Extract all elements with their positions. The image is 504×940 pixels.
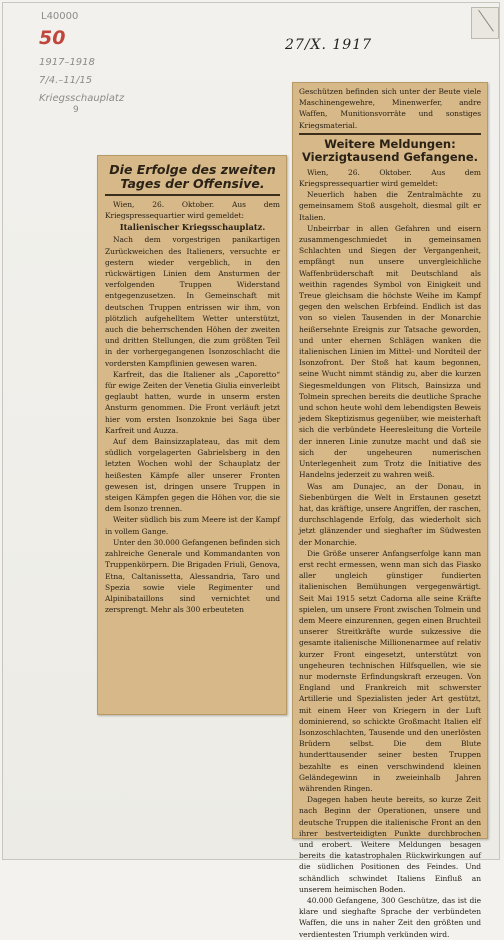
left-clipping bbox=[97, 155, 287, 715]
sub-number: 9 bbox=[73, 105, 79, 115]
left-headline: Die Erfolge des zweiten Tages der Offensive. bbox=[109, 162, 276, 191]
section-rule bbox=[299, 133, 481, 135]
year-range: 1917–1918 bbox=[39, 57, 95, 68]
left-paragraph: Weiter südlich bis zum Meere ist der Kampf in vollem Gange. bbox=[105, 515, 280, 536]
headline-rule bbox=[105, 194, 280, 196]
date-stamp: 27/X. 1917 bbox=[285, 37, 373, 53]
right-paragraph: Was am Dunajec, an der Donau, in Siebenbürgen die Welt in Erstaunen gesetzt hat, das kräftige, unsere Angriffen, der raschen, durchschlagende Erfolg, das wiederholt sich jetzt glänzender und sieghafter im Südwesten der Monarchie. bbox=[299, 481, 481, 547]
right-dateline: Wien, 26. Oktober. Aus dem Kriegspressequartier wird gemeldet: bbox=[299, 167, 481, 189]
archive-sheet bbox=[2, 2, 500, 939]
corner-mark bbox=[471, 7, 499, 39]
right-headline: Weitere Meldungen: Vierzigtausend Gefangene. bbox=[301, 136, 479, 164]
right-paragraph: Dagegen haben heute bereits, so kurze Zeit nach Beginn der Operationen, unsere und deutsche Truppen die italienische Front an den ihrer bestverteidigten Punkte durchbrochen und erobert. Weitere Meldungen besagen bereits die katastrophalen Rückwirkungen auf die südlichen Positionen des Feindes. Und schändlich schwindet Italiens Einfluß an unserem heimischen Boden. bbox=[299, 795, 481, 894]
subject-note: Kriegsschauplatz bbox=[39, 93, 125, 104]
right-paragraph: 40.000 Gefangene, 300 Geschütze, das ist die klare und sieghafte Sprache der verbündeten Waffen, die uns in naher Zeit den größten und verdientesten Triumph verkünden wird. bbox=[299, 896, 481, 939]
right-paragraph: Die Größe unserer Anfangserfolge kann man erst recht ermessen, wenn man sich das Fiasko aller ungleich günstiger fundierten italienischen Bemühungen vergegenwärtigt. Seit Mai 1915 setzt Cadorna alle seine Kräfte spielen, um unsere Front zwischen Tolmein und dem Meere einzurennen, gegen einen Bruchteil unserer Streitkräfte wurde sukzessive die gesamte italienische Millionenarmee auf relativ kurzer Front eingesetzt, unterstützt von ungeheuren technischen Hilfsquellen, wie sie nur modernste Erfindungskraft erzeugen. Von England und Frankreich mit schwerster Artillerie und Spezialisten jeder Art gestützt, mit einem Heer von Kriegern in der Luft dominierend, so schickte Großmacht Italien elf Isonzoschlachten, Tausende und den unerlösten Brüdern selbst. Die dem Blute hunderttausender seiner besten Truppen bezahlte es einen verschwindend kleinen Geländegewinn in zweieinhalb Jahren währenden Ringen. bbox=[299, 548, 481, 793]
left-paragraph: Auf dem Bainsizzaplateau, das mit dem südlich vorgelagerten Gabrielsberg in den letzten Wochen wohl der Schauplatz der heißesten Kämpfe aller unserer Fronten gewesen ist, dringen unsere Truppen in steigen Kämpfen gegen die Höhen vor, die sie dem Isonzo trennen. bbox=[105, 437, 280, 514]
left-paragraph: Karfreit, das die Italiener als „Caporetto“ für ewige Zeiten der Venetia Giulia einverleibt geglaubt hatten, wurde in unserm ersten Ansturm genommen. Die Front verläuft jetzt hier vom ersten Isonzoknie bei Saga über Karfreit und Auzza. bbox=[105, 369, 280, 435]
right-lead-in: Geschützen befinden sich unter der Beute viele Maschinengewehre, Minenwerfer, andre Waffen, Munitionsvorräte und sonstiges Kriegsmaterial. bbox=[299, 87, 481, 130]
left-dateline: Wien, 26. Oktober. Aus dem Kriegspressequartier wird gemeldet: bbox=[105, 200, 280, 221]
right-paragraph: Unbeirrbar in allen Gefahren und eisern zusammengeschmiedet in gemeinsamen Schlachten und Siegen der Vergangenheit, empfängt nun unsere unvergleichliche Waffenbrüderschaft mit Deutschland als weithin ragendes Symbol von Einigkeit und Treue gleichsam die höchste Weihe im Kampf gegen den welschen Erbfeind. Endlich ist das von so vielen Tausenden in der Monarchie heißersehnte Ereignis zur Tatsache geworden, und unter ehernen Schlägen wanken die italienischen Linien im Mittel- und Nordteil der Isonzofront. Der Stoß hat kaum begonnen, seine Wucht nimmt ständig zu, aber die kurzen Siegesmeldungen von Flitsch, Bainsizza und Tolmein sprechen bereits die deutliche Sprache und schon heute wohl dem lebendigsten Beweis jedem Skeptizismus gegenüber, wie meisterhaft sich die verbündete Heeresleitung die Vorteile der inneren Linie zunutze macht und daß sie sich der ungeheuren numerischen Unterlegenheit zum Trotz die Initiative des Handelns jederzeit zu wahren weiß. bbox=[299, 223, 481, 480]
right-clipping bbox=[292, 82, 488, 939]
left-section-heading: Italienischer Kriegsschauplatz. bbox=[119, 222, 266, 233]
left-paragraph: Nach dem vorgestrigen panikartigen Zurückweichen des Italieners, versuchte er gestern wieder vergeblich, in den rückwärtigen Linien dem Ansturmen der verfolgenden Truppen Widerstand entgegenzusetzen. In Gemeinschaft mit deutschen Truppen entrissen wir ihm, von plötzlich aufgehelltem Wetter unterstützt, auch die beherrschenden Höhen der zweiten und dritten Stellungen, die zum größten Teil in der vorhergegangenen Isonzoschlacht die vordersten Kampflinien gewesen waren. bbox=[105, 235, 280, 368]
red-number: 50 bbox=[39, 27, 66, 49]
left-paragraph: Unter den 30.000 Gefangenen befinden sich zahlreiche Generale und Kommandanten von Truppenkörpern. Die Brigaden Friuli, Genova, Etna, Caltanissetta, Alessandria, Taro und Spezia sowie viele Regimenter und Alpinibataillons sind vernichtet und zersprengt. Mehr als 300 erbeuteten bbox=[105, 537, 280, 615]
catalog-number: L40000 bbox=[41, 11, 79, 22]
archive-code: 7/4.–11/15 bbox=[39, 75, 93, 86]
right-paragraph: Neuerlich haben die Zentralmächte zu gemeinsamem Stoß ausgeholt, diesmal gilt er Italien. bbox=[299, 190, 481, 222]
